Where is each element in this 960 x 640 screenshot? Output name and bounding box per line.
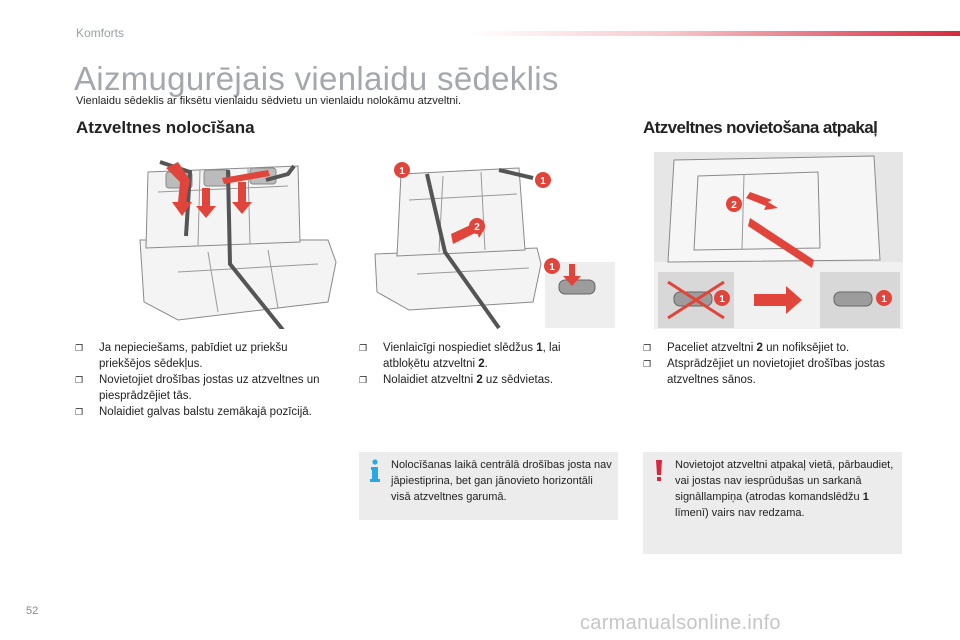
svg-text:1: 1 <box>719 294 725 305</box>
marker-2-icon <box>726 196 742 212</box>
warning-note-text: Novietojot atzveltni atpakaļ vietā, pārbaudiet, vai jostas nav iesprūdušas un sarkanā signāllampiņa (atrodas komandslēdžu 1 līmenī) vairs nav redzama. <box>675 459 894 519</box>
page-title: Aizmugurējais vienlaidu sēdeklis <box>74 60 559 97</box>
page-number: 52 <box>26 605 39 617</box>
info-note <box>359 452 618 520</box>
list-item: ❐ Atsprādzējiet un novietojiet drošības jostas atzveltnes sānos. <box>643 358 885 386</box>
list-item: ❐ Nolaidiet atzveltni 2 uz sēdvietas. <box>359 374 554 386</box>
fold-steps <box>359 340 609 388</box>
seat-fold-illustration <box>369 152 617 329</box>
list-item: ❐ Vienlaicīgi nospiediet slēdžus 1, lai atbloķētu atzveltni 2. <box>359 342 561 370</box>
checkbox-bullet-icon: ❐ <box>643 359 652 369</box>
header-accent-bar <box>470 31 960 36</box>
seat-restore-illustration <box>654 152 903 329</box>
svg-text:1: 1 <box>399 166 405 177</box>
latch-after-inset <box>820 272 900 328</box>
watermark: carmanualsonline.info <box>580 612 781 634</box>
info-icon <box>367 456 383 484</box>
seat-latch-inset <box>544 258 615 328</box>
section-header: Komforts <box>76 26 125 40</box>
svg-text:1: 1 <box>881 294 887 305</box>
list-item: ❐ Nolaidiet galvas balstu zemākajā pozīcijā. <box>75 406 312 418</box>
checkbox-bullet-icon: ❐ <box>643 343 652 353</box>
marker-1-icon <box>394 162 410 178</box>
svg-text:2: 2 <box>474 222 480 233</box>
restore-heading: Atzveltnes novietošana atpakaļ <box>643 118 878 137</box>
fold-heading: Atzveltnes nolocīšana <box>76 118 255 137</box>
checkbox-bullet-icon: ❐ <box>75 407 84 417</box>
svg-text:2: 2 <box>731 200 737 211</box>
list-item: ❐ Paceliet atzveltni 2 un nofiksējiet to. <box>643 342 850 354</box>
list-item: ❐ Novietojiet drošības jostas uz atzveltnes un piesprādzējiet tās. <box>75 374 320 402</box>
marker-2-icon <box>469 218 485 234</box>
warning-icon <box>651 456 667 484</box>
page-subtitle: Vienlaidu sēdeklis ar fiksētu vienlaidu sēdvietu un vienlaidu nolokāmu atzveltni. <box>76 95 462 107</box>
fold-prep-steps <box>75 340 340 420</box>
svg-text:1: 1 <box>549 262 555 273</box>
checkbox-bullet-icon: ❐ <box>359 343 368 353</box>
svg-text:1: 1 <box>540 176 546 187</box>
seat-fold-prep-illustration <box>138 152 338 329</box>
checkbox-bullet-icon: ❐ <box>359 375 368 385</box>
restore-steps <box>643 340 905 388</box>
checkbox-bullet-icon: ❐ <box>75 375 84 385</box>
info-note-text: Nolocīšanas laikā centrālā drošības josta nav jāpiestiprina, bet gan jānovieto horizontāli visā atzveltnes garumā. <box>391 459 612 503</box>
list-item: ❐ Ja nepieciešams, pabīdiet uz priekšu priekšējos sēdekļus. <box>75 342 288 370</box>
checkbox-bullet-icon: ❐ <box>75 343 84 353</box>
marker-1-icon <box>535 172 551 188</box>
latch-before-inset <box>658 272 734 328</box>
warning-note <box>643 452 902 554</box>
